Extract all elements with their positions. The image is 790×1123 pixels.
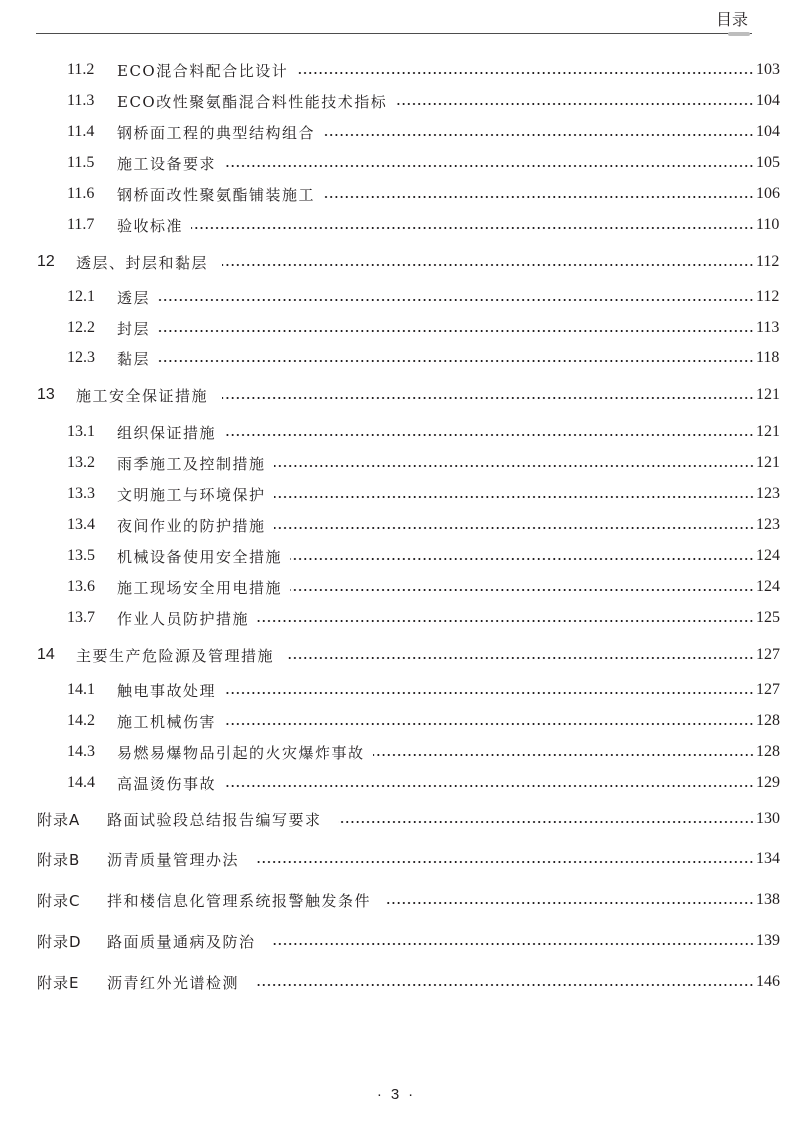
toc-entry-title: 路面试验段总结报告编写要求 xyxy=(107,810,322,829)
toc-entry-number: 附录E xyxy=(37,973,80,992)
toc-entry-page: 124 xyxy=(756,578,780,595)
toc-entry-sub[interactable] xyxy=(0,316,790,340)
toc-entry-number: 附录B xyxy=(37,850,81,869)
dot-leader xyxy=(323,134,754,136)
toc-entry-title: 高温烫伤事故 xyxy=(117,774,217,793)
dot-leader xyxy=(224,692,754,694)
toc-entry-title: ECO混合料配合比设计 xyxy=(117,61,289,80)
dot-leader xyxy=(224,434,754,436)
toc-entry-page: 105 xyxy=(756,154,780,171)
toc-entry-number: 14.4 xyxy=(67,774,95,791)
toc-entry-title: 施工机械伤害 xyxy=(117,712,217,731)
toc-entry-number: 12 xyxy=(37,253,55,270)
toc-entry-page: 123 xyxy=(756,516,780,533)
toc-entry-sub[interactable] xyxy=(0,420,790,444)
toc-entry-number: 附录C xyxy=(37,891,81,910)
toc-entry-page: 128 xyxy=(756,743,780,760)
dot-leader xyxy=(274,465,754,467)
toc-entry-page: 123 xyxy=(756,485,780,502)
toc-entry-number: 13.2 xyxy=(67,454,95,471)
toc-entry-sub[interactable] xyxy=(0,606,790,630)
toc-entry-page: 134 xyxy=(756,850,780,867)
toc-entry-title: 封层 xyxy=(117,319,151,338)
toc-entry-page: 104 xyxy=(756,92,780,109)
dot-leader xyxy=(387,902,754,904)
dot-leader xyxy=(290,589,754,591)
toc-entry-sub[interactable] xyxy=(0,513,790,537)
header-title: 目录 xyxy=(715,10,748,29)
footer-dot-left: · xyxy=(376,1086,382,1103)
dot-leader xyxy=(222,264,754,266)
toc-entry-page: 104 xyxy=(756,123,780,140)
toc-entry-title: 作业人员防护措施 xyxy=(117,609,250,628)
dot-leader xyxy=(257,620,754,622)
toc-entry-title: 沥青红外光谱检测 xyxy=(107,973,240,992)
toc-entry-page: 125 xyxy=(756,609,780,626)
toc-entry-number: 13.6 xyxy=(67,578,95,595)
toc-entry-page: 121 xyxy=(756,386,780,403)
dot-leader xyxy=(158,299,754,301)
toc-entry-number: 12.1 xyxy=(67,288,95,305)
toc-entry-title: 透层 xyxy=(117,288,151,307)
footer-dot-right: · xyxy=(408,1086,414,1103)
dot-leader xyxy=(395,103,754,105)
toc-entry-number: 13.5 xyxy=(67,547,95,564)
toc-entry-page: 138 xyxy=(756,891,780,908)
toc-entry-chapter[interactable] xyxy=(0,383,790,407)
toc-entry-sub[interactable] xyxy=(0,89,790,113)
toc-entry-page: 118 xyxy=(756,349,780,366)
toc-entry-sub[interactable] xyxy=(0,58,790,82)
toc-entry-sub[interactable] xyxy=(0,575,790,599)
dot-leader xyxy=(338,821,754,823)
toc-entry-sub[interactable] xyxy=(0,451,790,475)
toc-entry-title: 施工现场安全用电措施 xyxy=(117,578,283,597)
toc-entry-page: 130 xyxy=(756,810,780,827)
toc-entry-title: 文明施工与环境保护 xyxy=(117,485,266,504)
toc-entry-title: 触电事故处理 xyxy=(117,681,217,700)
dot-leader xyxy=(373,754,754,756)
toc-entry-number: 附录A xyxy=(37,810,81,829)
page-footer xyxy=(0,1086,790,1103)
toc-entry-page: 129 xyxy=(756,774,780,791)
toc-entry-number: 11.7 xyxy=(67,216,95,233)
toc-entry-number: 14.2 xyxy=(67,712,95,729)
dot-leader xyxy=(224,785,754,787)
toc-entry-page: 127 xyxy=(756,681,780,698)
toc-entry-appendix[interactable] xyxy=(0,847,790,871)
dot-leader xyxy=(224,165,754,167)
toc-entry-page: 121 xyxy=(756,423,780,440)
toc-entry-page: 103 xyxy=(756,61,780,78)
toc-entry-sub[interactable] xyxy=(0,120,790,144)
toc-entry-sub[interactable] xyxy=(0,544,790,568)
dot-leader xyxy=(272,943,754,945)
toc-entry-title: 组织保证措施 xyxy=(117,423,217,442)
header-tab-marker xyxy=(728,32,750,36)
toc-entry-title: 雨季施工及控制措施 xyxy=(117,454,266,473)
toc-entry-number: 13.1 xyxy=(67,423,95,440)
toc-entry-sub[interactable] xyxy=(0,346,790,370)
toc-entry-title: 夜间作业的防护措施 xyxy=(117,516,266,535)
toc-entry-number: 13.4 xyxy=(67,516,95,533)
toc-entry-sub[interactable] xyxy=(0,678,790,702)
toc-entry-number: 13.3 xyxy=(67,485,95,502)
toc-entry-title: 钢桥面改性聚氨酯铺装施工 xyxy=(117,185,316,204)
dot-leader xyxy=(323,196,754,198)
toc-entry-title: 黏层 xyxy=(117,349,151,368)
dot-leader xyxy=(222,397,754,399)
toc-entry-title: ECO改性聚氨酯混合料性能技术指标 xyxy=(117,92,388,111)
toc-entry-title: 验收标准 xyxy=(117,216,184,235)
toc-entry-chapter[interactable] xyxy=(0,643,790,667)
toc-entry-sub[interactable] xyxy=(0,182,790,206)
toc-entry-title: 路面质量通病及防治 xyxy=(107,932,256,951)
dot-leader xyxy=(274,527,754,529)
toc-entry-appendix[interactable] xyxy=(0,929,790,953)
toc-entry-page: 127 xyxy=(756,646,780,663)
toc-entry-number: 11.5 xyxy=(67,154,95,171)
toc-entry-sub[interactable] xyxy=(0,151,790,175)
toc-entry-number: 11.2 xyxy=(67,61,95,78)
toc-entry-number: 11.4 xyxy=(67,123,95,140)
toc-entry-number: 11.3 xyxy=(67,92,95,109)
dot-leader xyxy=(290,558,754,560)
toc-entry-appendix[interactable] xyxy=(0,888,790,912)
dot-leader xyxy=(158,330,754,332)
toc-entry-title: 主要生产危险源及管理措施 xyxy=(76,646,275,665)
toc-entry-page: 110 xyxy=(756,216,780,233)
toc-entry-page: 139 xyxy=(756,932,780,949)
toc-entry-number: 12.2 xyxy=(67,319,95,336)
toc-entry-page: 121 xyxy=(756,454,780,471)
toc-entry-title: 透层、封层和黏层 xyxy=(76,253,209,272)
dot-leader xyxy=(288,657,754,659)
toc-entry-number: 14 xyxy=(37,646,55,663)
toc-entry-appendix[interactable] xyxy=(0,807,790,831)
dot-leader xyxy=(224,723,754,725)
dot-leader xyxy=(296,72,754,74)
dot-leader xyxy=(255,861,754,863)
page-number: 3 xyxy=(390,1086,400,1103)
toc-entry-title: 拌和楼信息化管理系统报警触发条件 xyxy=(107,891,372,910)
toc-entry-title: 沥青质量管理办法 xyxy=(107,850,240,869)
toc-entry-sub[interactable] xyxy=(0,285,790,309)
toc-entry-page: 124 xyxy=(756,547,780,564)
toc-entry-sub[interactable] xyxy=(0,771,790,795)
toc-entry-page: 128 xyxy=(756,712,780,729)
dot-leader xyxy=(274,496,754,498)
toc-entry-sub[interactable] xyxy=(0,213,790,237)
toc-entry-page: 112 xyxy=(756,288,780,305)
toc-entry-page: 106 xyxy=(756,185,780,202)
toc-entry-title: 机械设备使用安全措施 xyxy=(117,547,283,566)
toc-entry-number: 14.3 xyxy=(67,743,95,760)
toc-entry-title: 易燃易爆物品引起的火灾爆炸事故 xyxy=(117,743,365,762)
toc-entry-number: 附录D xyxy=(37,932,82,951)
dot-leader xyxy=(158,360,754,362)
dot-leader xyxy=(191,227,754,229)
toc-entry-number: 13 xyxy=(37,386,55,403)
toc-entry-appendix[interactable] xyxy=(0,970,790,994)
toc-entry-page: 112 xyxy=(756,253,780,270)
toc-entry-sub[interactable] xyxy=(0,740,790,764)
toc-entry-number: 14.1 xyxy=(67,681,95,698)
header-rule xyxy=(36,33,752,34)
toc-entry-sub[interactable] xyxy=(0,482,790,506)
toc-entry-page: 146 xyxy=(756,973,780,990)
toc-entry-title: 施工设备要求 xyxy=(117,154,217,173)
toc-entry-chapter[interactable] xyxy=(0,250,790,274)
toc-entry-title: 施工安全保证措施 xyxy=(76,386,209,405)
toc-entry-number: 12.3 xyxy=(67,349,95,366)
toc-entry-number: 13.7 xyxy=(67,609,95,626)
toc-entry-page: 113 xyxy=(756,319,780,336)
toc-entry-title: 钢桥面工程的典型结构组合 xyxy=(117,123,316,142)
toc-entry-number: 11.6 xyxy=(67,185,95,202)
dot-leader xyxy=(255,984,754,986)
toc-entry-sub[interactable] xyxy=(0,709,790,733)
